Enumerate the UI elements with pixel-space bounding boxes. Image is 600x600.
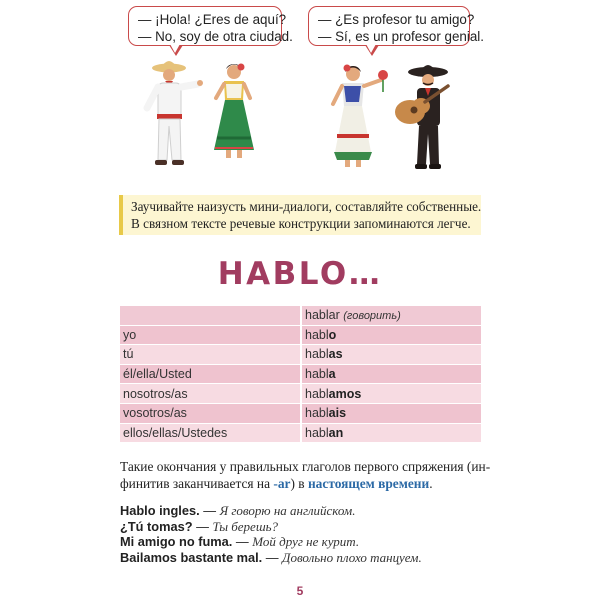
example-russian: Я говорю на английском. (219, 503, 356, 518)
form-cell (301, 345, 481, 365)
pronoun-cell: nosotros/as (120, 384, 301, 404)
example-item (120, 519, 422, 535)
section-heading: HABLO… (217, 256, 383, 292)
dialog-line: — ¡Hola! ¿Eres de aquí? (138, 12, 287, 27)
mariachi-with-guitar-icon (390, 62, 458, 172)
pronoun-cell: vosotros/as (120, 403, 301, 423)
form-cell (301, 364, 481, 384)
page-number: 5 (296, 584, 304, 598)
verb-stem: habl (305, 347, 329, 362)
form-cell (301, 403, 481, 423)
verb-stem: habl (305, 386, 329, 401)
example-item (120, 550, 422, 566)
example-sentences (120, 503, 422, 565)
verb-ending: amos (328, 386, 362, 401)
conjugation-table (120, 306, 481, 443)
explanation-paragraph (120, 458, 490, 492)
example-dash: — (232, 534, 253, 550)
verb-stem: habl (305, 327, 329, 342)
form-cell (301, 423, 481, 443)
example-spanish: Bailamos bastante mal. (120, 549, 263, 565)
verb-stem: habl (305, 406, 329, 421)
tip-line: В связном тексте речевые конструкции запоминаются легче. (131, 216, 471, 231)
form-cell (301, 384, 481, 404)
woman-in-green-skirt-icon (210, 60, 260, 164)
verb-ending: a (328, 367, 336, 382)
example-russian: Ты берешь? (212, 518, 279, 534)
paragraph-text: финитив заканчивается на (120, 476, 274, 491)
example-dash: — (192, 518, 213, 534)
pronoun-cell: ellos/ellas/Ustedes (120, 423, 301, 443)
tip-note (119, 195, 481, 235)
dialog-line: — ¿Es profesor tu amigo? (318, 12, 475, 27)
pronoun-cell: él/ella/Usted (120, 364, 301, 384)
table-row (120, 345, 481, 365)
table-header-verb (301, 306, 481, 325)
example-spanish: Mi amigo no fuma. (120, 534, 233, 550)
example-item (120, 503, 422, 519)
example-item (120, 534, 422, 550)
infinitive-translation: (говорить) (343, 310, 401, 323)
dialog-line: — Sí, es un profesor genial. (318, 29, 484, 44)
table-row (120, 423, 481, 443)
example-dash: — (262, 549, 283, 565)
table-row (120, 364, 481, 384)
table-header-empty (120, 306, 301, 325)
tip-line: Заучивайте наизусть мини-диалоги, составляйте собственные. (131, 199, 482, 214)
pronoun-cell: yo (120, 325, 301, 345)
ending-highlight: -ar (273, 476, 291, 491)
verb-stem: habl (305, 367, 329, 382)
woman-in-flamenco-dress-with-flower-icon (325, 62, 395, 170)
example-dash: — (199, 503, 220, 518)
table-header-row (120, 306, 481, 325)
tense-highlight: настоящем времени (307, 476, 430, 491)
verb-ending: an (328, 425, 344, 440)
infinitive: hablar (305, 308, 340, 323)
paragraph-line (120, 475, 490, 492)
example-spanish: Hablo ingles. (120, 503, 200, 518)
paragraph-line: Такие окончания у правильных глаголов первого спряжения (ин- (120, 459, 491, 474)
man-in-white-with-sombrero-icon (143, 56, 211, 170)
speech-bubble-left (128, 6, 293, 46)
example-russian: Довольно плохо танцуем. (282, 549, 422, 565)
verb-stem: habl (305, 425, 329, 440)
verb-ending: ais (328, 406, 347, 421)
dialog-line: — No, soy de otra ciudad. (138, 29, 293, 44)
table-row (120, 384, 481, 404)
speech-bubble-right (308, 6, 484, 46)
form-cell (301, 325, 481, 345)
table-row (120, 325, 481, 345)
example-spanish: ¿Tú tomas? (120, 518, 193, 534)
pronoun-cell: tú (120, 345, 301, 365)
verb-ending: as (328, 347, 343, 362)
paragraph-text: ) в (290, 476, 308, 491)
verb-ending: o (328, 327, 337, 342)
table-row (120, 403, 481, 423)
paragraph-text: . (429, 476, 433, 491)
example-russian: Мой друг не курит. (252, 534, 360, 550)
